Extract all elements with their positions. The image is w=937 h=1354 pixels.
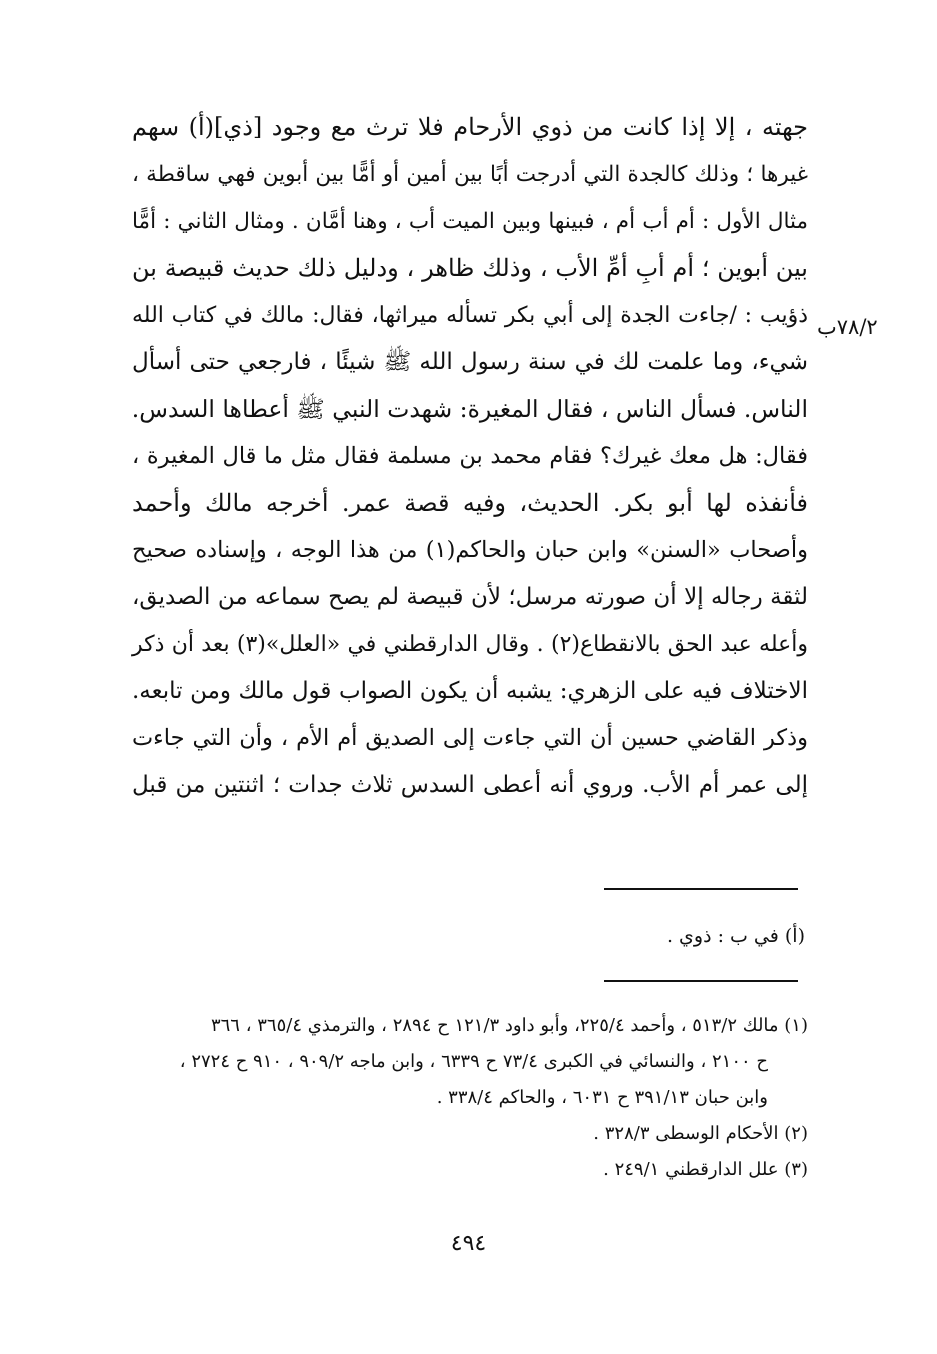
- variant-reading-note: (أ) في ب : ذوي .: [666, 925, 805, 947]
- text-line: وأصحاب «السنن» وابن حبان والحاكم(١) من هذا الوجه ، وإسناده صحيح: [132, 537, 808, 563]
- text-line: لثقة رجاله إلا أن صورته مرسل؛ لأن قبيصة لم يصح سماعه من الصديق،: [132, 584, 808, 610]
- text-line: مثال الأول : أم أب أم ، فبينها وبين الميت أب ، وهنا أمَّان . ومثال الثاني : أمًّا: [132, 209, 808, 234]
- text-line: جهته ، إلا إذا كانت من ذوي الأرحام فلا ترث مع وجود [ذي](أ) سهم: [132, 113, 808, 141]
- footnote-line: (١) مالك ٥١٣/٢ ، وأحمد ٢٢٥/٤، وأبو داود ١٢١/٣ ح ٢٨٩٤ ، والترمذي ٣٦٥/٤ ، ٣٦٦: [210, 1015, 808, 1036]
- text-line: إلى عمر أم الأب. وروي أنه أعطى السدس ثلاث جدات ؛ اثنتين من قبل: [132, 772, 808, 798]
- main-text: [132, 104, 808, 809]
- text-line: ذؤيب : /جاءت الجدة إلى أبي بكر تسأله ميراثها، فقال: مالك في كتاب الله: [132, 303, 808, 328]
- text-line: فقال: هل معك غيرك؟ فقام محمد بن مسلمة فقال مثل ما قال المغيرة ،: [132, 443, 808, 469]
- footnote-separator-rule: [604, 888, 798, 890]
- text-line: وذكر القاضي حسين أن التي جاءت إلى الصديق أم الأم ، وأن التي جاءت: [132, 725, 808, 751]
- footnote-separator-rule: [604, 980, 798, 982]
- text-line: وأعله عبد الحق بالانقطاع(٢) . وقال الدارقطني في «العلل»(٣) بعد أن ذكر: [132, 632, 808, 657]
- footnote-line: ح ٢١٠٠ ، والنسائي في الكبرى ٧٣/٤ ح ٦٣٣٩ ، وابن ماجه ٩٠٩/٢ ، ٩١٠ ح ٢٧٢٤ ،: [179, 1051, 768, 1072]
- footnote-line: (٢) الأحكام الوسطى ٣٢٨/٣ .: [593, 1123, 808, 1144]
- footnote-line: (٣) علل الدارقطني ٢٤٩/١ .: [603, 1159, 808, 1180]
- footnote-line: وابن حبان ٣٩١/١٣ ح ٦٠٣١ ، والحاكم ٣٣٨/٤ .: [436, 1087, 768, 1108]
- text-line: الناس. فسأل الناس ، فقال المغيرة: شهدت النبي ﷺ أعطاها السدس.: [131, 395, 808, 423]
- text-line: شيء، وما علمت لك في سنة رسول الله ﷺ شيئًا ، فارجعي حتى أسأل: [132, 349, 808, 375]
- text-line: فأنفذه لها أبو بكر. الحديث، وفيه قصة عمر. أخرجه مالك وأحمد: [132, 489, 808, 517]
- text-line: بين أبوين ؛ أم أبِ أمِّ الأب ، وذلك ظاهر ، ودليل ذلك حديث قبيصة بن: [132, 254, 808, 282]
- manuscript-folio-reference: ٧٨/٢ب: [817, 315, 878, 339]
- page-number: ٤٩٤: [450, 1231, 487, 1256]
- text-line: الاختلاف فيه على الزهري: يشبه أن يكون الصواب قول مالك ومن تابعه.: [132, 678, 808, 704]
- footnotes: [132, 1008, 808, 1188]
- text-line: غيرها ؛ وذلك كالجدة التي أدرجت أبًا بين أمين أو أمًّا بين أبوين فهي ساقطة ،: [132, 162, 808, 187]
